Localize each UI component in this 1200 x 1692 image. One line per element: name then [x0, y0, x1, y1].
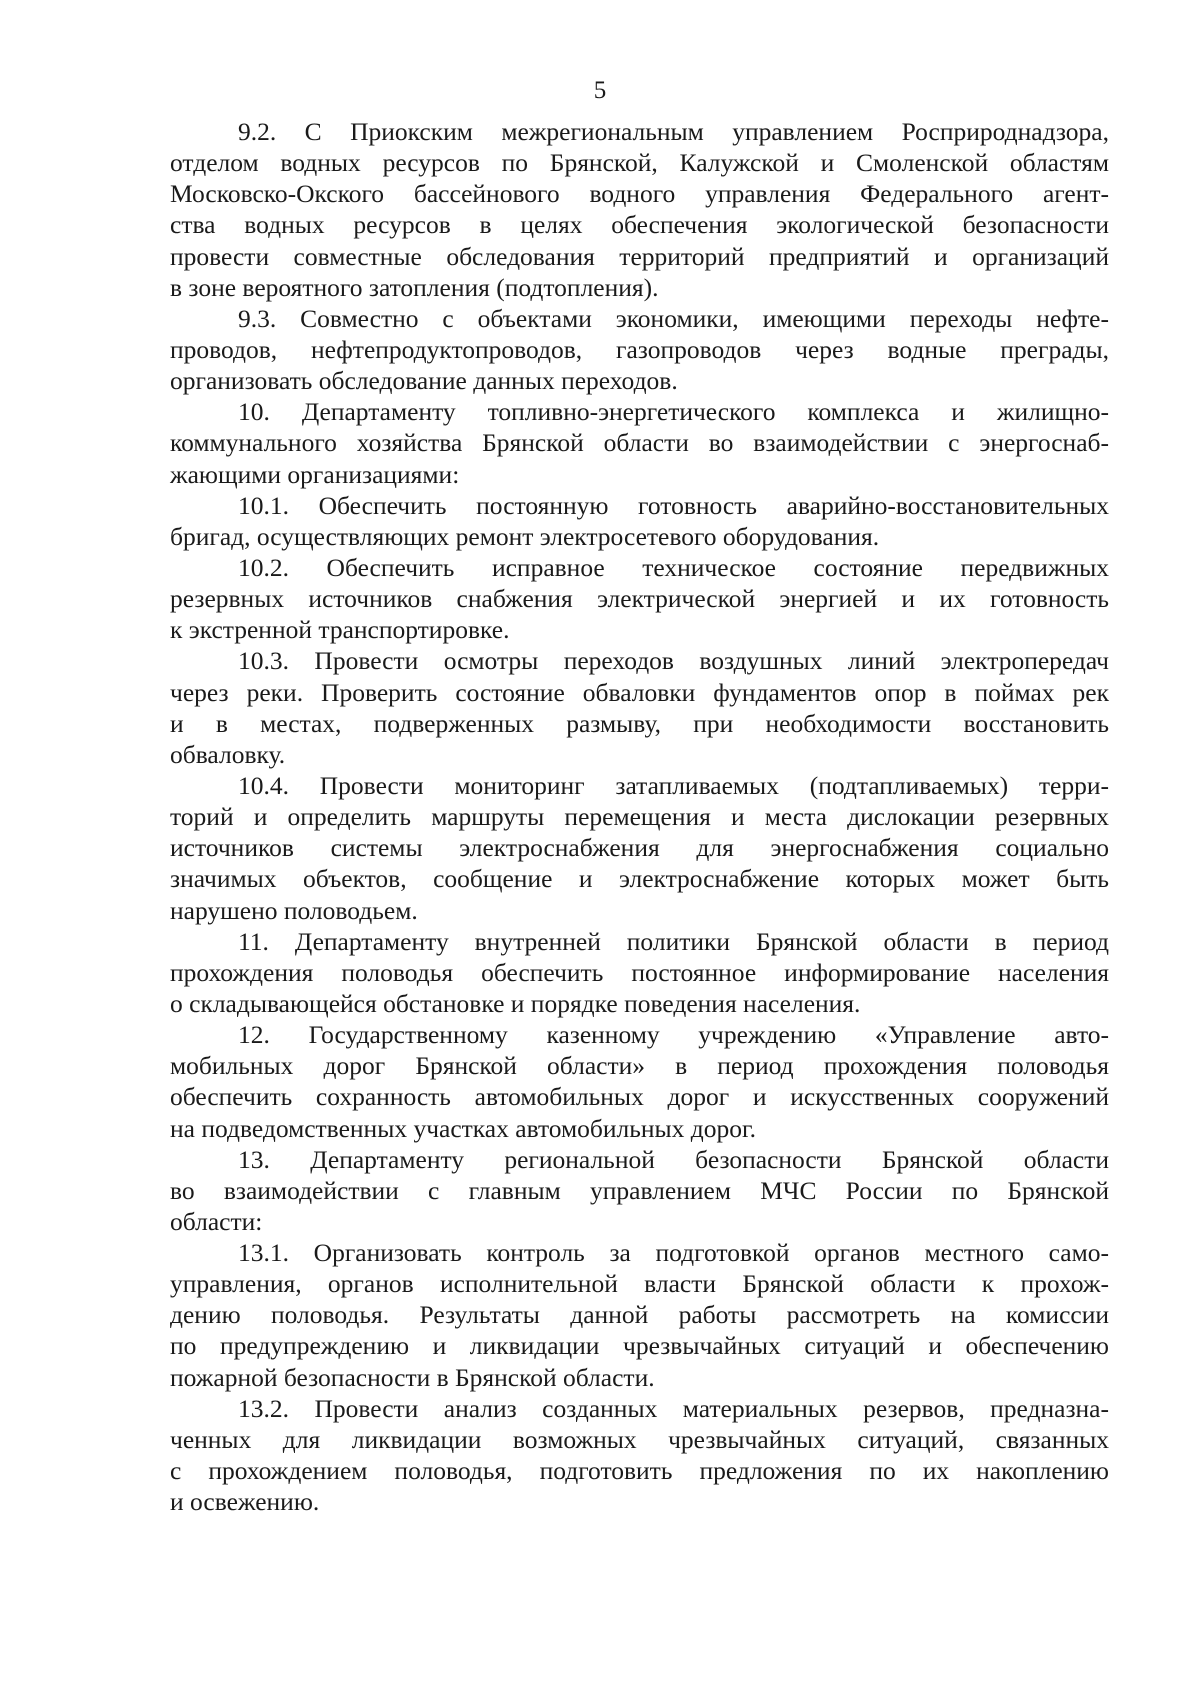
document-body [170, 116, 1109, 1517]
text-line: управления, органов исполнительной власти Брянской области к прохож- [170, 1269, 1109, 1299]
text-line: области: [170, 1206, 263, 1236]
text-line: на подведомственных участках автомобильных дорог. [170, 1113, 756, 1143]
text-line: источников системы электроснабжения для энергоснабжения социально [170, 833, 1109, 863]
text-line: торий и определить маршруты перемещения и места дислокации резервных [170, 802, 1109, 832]
text-line: 9.2. С Приокским межрегиональным управлением Росприроднадзора, [238, 117, 1109, 146]
paragraph [170, 770, 1109, 926]
text-line: во взаимодействии с главным управлением МЧС России по Брянской [170, 1175, 1109, 1205]
text-line: и в местах, подверженных размыву, при необходимости восстановить [170, 708, 1109, 738]
paragraph [170, 1019, 1109, 1144]
text-line: прохождения половодья обеспечить постоянное информирование населения [170, 957, 1109, 987]
text-line: по предупреждению и ликвидации чрезвычайных ситуаций и обеспечению [170, 1331, 1109, 1361]
text-line: организовать обследование данных переходов. [170, 366, 678, 396]
paragraph [170, 396, 1109, 489]
text-line: 10. Департаменту топливно-энергетического комплекса и жилищно- [238, 397, 1109, 427]
text-line: 10.1. Обеспечить постоянную готовность аварийно-восстановительных [238, 490, 1109, 520]
text-line: пожарной безопасности в Брянской области. [170, 1362, 655, 1392]
paragraph [170, 645, 1109, 770]
text-line: обеспечить сохранность автомобильных дорог и искусственных сооружений [170, 1082, 1109, 1112]
paragraph [170, 1393, 1109, 1518]
text-line: 10.4. Провести мониторинг затапливаемых (подтапливаемых) терри- [238, 770, 1109, 800]
text-line: обваловку. [170, 739, 286, 769]
text-line: значимых объектов, сообщение и электроснабжение которых может быть [170, 864, 1109, 894]
paragraph [170, 490, 1109, 552]
text-line: дению половодья. Результаты данной работы рассмотреть на комиссии [170, 1300, 1109, 1330]
text-line: резервных источников снабжения электрической энергией и их готовность [170, 584, 1109, 614]
text-line: 9.3. Совместно с объектами экономики, имеющими переходы нефте- [238, 303, 1109, 333]
text-line: мобильных дорог Брянской области» в период прохождения половодья [170, 1051, 1109, 1081]
text-line: и освежению. [170, 1487, 320, 1517]
text-line: 12. Государственному казенному учреждению «Управление авто- [238, 1020, 1109, 1050]
text-line: провести совместные обследования территорий предприятий и организаций [170, 241, 1109, 271]
paragraph [170, 552, 1109, 645]
text-line: 10.3. Провести осмотры переходов воздушных линий электропередач [238, 646, 1109, 676]
text-line: бригад, осуществляющих ремонт электросетевого оборудования. [170, 521, 880, 551]
text-line: ства водных ресурсов в целях обеспечения экологической безопасности [170, 210, 1109, 240]
text-line: нарушено половодьем. [170, 895, 418, 925]
text-line: 10.2. Обеспечить исправное техническое состояние передвижных [238, 552, 1109, 582]
page-number: 5 [593, 77, 607, 104]
text-line: в зоне вероятного затопления (подтопления). [170, 272, 659, 302]
text-line: через реки. Проверить состояние обваловки фундаментов опор в поймах рек [170, 677, 1109, 707]
text-line: с прохождением половодья, подготовить предложения по их накоплению [170, 1456, 1109, 1486]
paragraph [170, 1237, 1109, 1393]
paragraph [170, 926, 1109, 1019]
paragraph [170, 1144, 1109, 1237]
paragraph [170, 116, 1109, 303]
paragraph [170, 303, 1109, 396]
text-line: 13. Департаменту региональной безопасности Брянской области [238, 1144, 1109, 1174]
text-line: 13.2. Провести анализ созданных материальных резервов, предназна- [238, 1393, 1109, 1423]
text-line: 13.1. Организовать контроль за подготовкой органов местного само- [238, 1238, 1109, 1268]
text-line: Московско-Окского бассейнового водного управления Федерального агент- [170, 179, 1109, 209]
text-line: к экстренной транспортировке. [170, 615, 510, 645]
text-line: жающими организациями: [170, 459, 460, 489]
text-line: ченных для ликвидации возможных чрезвычайных ситуаций, связанных [170, 1424, 1109, 1454]
text-line: о складывающейся обстановке и порядке поведения населения. [170, 988, 861, 1018]
text-line: отделом водных ресурсов по Брянской, Калужской и Смоленской областям [170, 148, 1109, 178]
text-line: 11. Департаменту внутренней политики Брянской области в период [238, 926, 1109, 956]
text-line: коммунального хозяйства Брянской области во взаимодействии с энергоснаб- [170, 428, 1109, 458]
text-line: проводов, нефтепродуктопроводов, газопроводов через водные преграды, [170, 334, 1109, 364]
